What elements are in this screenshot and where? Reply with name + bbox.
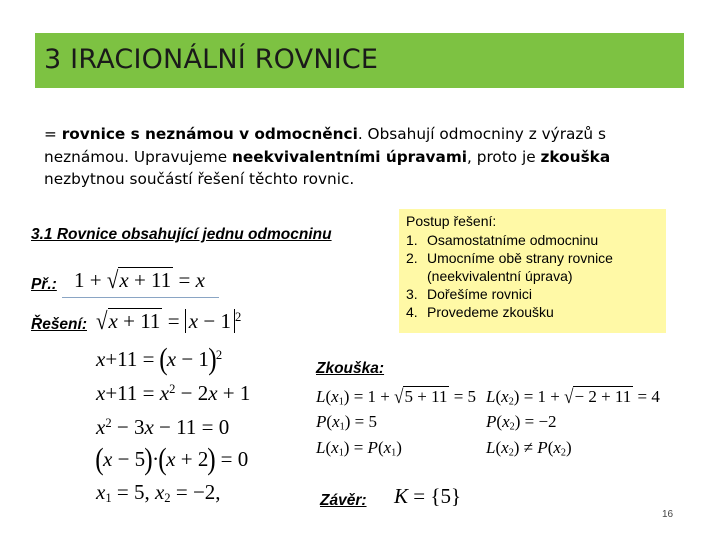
procedure-box	[399, 209, 666, 333]
step-text: Provedeme zkoušku	[427, 304, 554, 320]
check-left-1: $L(x_1) = 1 + √5 + 11 = 5$	[316, 385, 477, 408]
step-text: Osamostatníme odmocninu	[427, 232, 599, 248]
check-compare-1: $L(x_1) = P(x_1)$	[316, 438, 402, 459]
intro-text-2: . Obsahují odmocniny z výrazů s neznámou. Upravujeme	[44, 125, 606, 166]
procedure-title: Postup řešení:	[406, 213, 497, 229]
check-right-1: $P(x_1) = 5$	[316, 412, 377, 433]
divider-line	[62, 297, 219, 298]
intro-bold-2: neekvivalentními úpravami	[232, 147, 468, 166]
procedure-step	[406, 285, 664, 303]
title-bar	[35, 33, 684, 88]
step-number: 4.	[406, 304, 418, 320]
intro-bold-3: zkouška	[540, 147, 611, 166]
step-number: 3.	[406, 286, 418, 302]
solution-step-1: √x + 11 = x − 1 $^2$	[96, 307, 242, 335]
step-text: Umocníme obě strany rovnice (neekvivalentní úprava)	[427, 250, 613, 284]
procedure-step	[406, 231, 664, 249]
example-equation: 1 + √x + 11 = x	[74, 266, 205, 294]
intro-bold-1: rovnice s neznámou v odmocněnci	[61, 125, 358, 143]
page-title: 3 IRACIONÁLNÍ ROVNICE	[44, 44, 379, 75]
conclusion-label: Závěr:	[320, 492, 367, 509]
intro-text-1: =	[44, 125, 62, 143]
solution-step-4: $x^2 - 3x - 11 = 0$	[96, 415, 230, 439]
step-text: Dořešíme rovnici	[427, 286, 533, 302]
intro-paragraph	[44, 123, 644, 191]
check-left-2: $L(x_2) = 1$ + √− 2 + 11 = 4	[486, 385, 660, 408]
procedure-step	[406, 249, 664, 285]
example-label: Př.:	[31, 276, 57, 293]
check-compare-2: $L(x_2) \ne P(x_2)$	[486, 438, 572, 459]
section-heading: 3.1 Rovnice obsahující jednu odmocninu	[31, 226, 332, 243]
solution-step-3: $x+11 = x^2 - 2x + 1$	[96, 381, 251, 405]
solution-step-2: $x+11 = (x - 1)^2$	[96, 341, 223, 377]
procedure-step	[406, 303, 664, 321]
solution-roots: $x_1 = 5$, $x_2 = -2$,	[96, 480, 221, 506]
intro-text-4: nezbytnou součástí řešení těchto rovnic.	[44, 170, 355, 188]
conclusion-equation: K = {5}	[394, 484, 462, 508]
procedure-list	[406, 231, 664, 321]
step-number: 1.	[406, 232, 418, 248]
page-number: 16	[662, 509, 674, 520]
intro-text-3: , proto je	[467, 147, 541, 166]
check-right-2: $P(x_2) = -2$	[486, 412, 557, 433]
solution-step-5: (x − 5)·(x + 2) = 0	[95, 441, 249, 477]
check-label: Zkouška:	[316, 360, 385, 377]
step-number: 2.	[406, 250, 418, 266]
solution-label: Řešení:	[31, 316, 87, 333]
